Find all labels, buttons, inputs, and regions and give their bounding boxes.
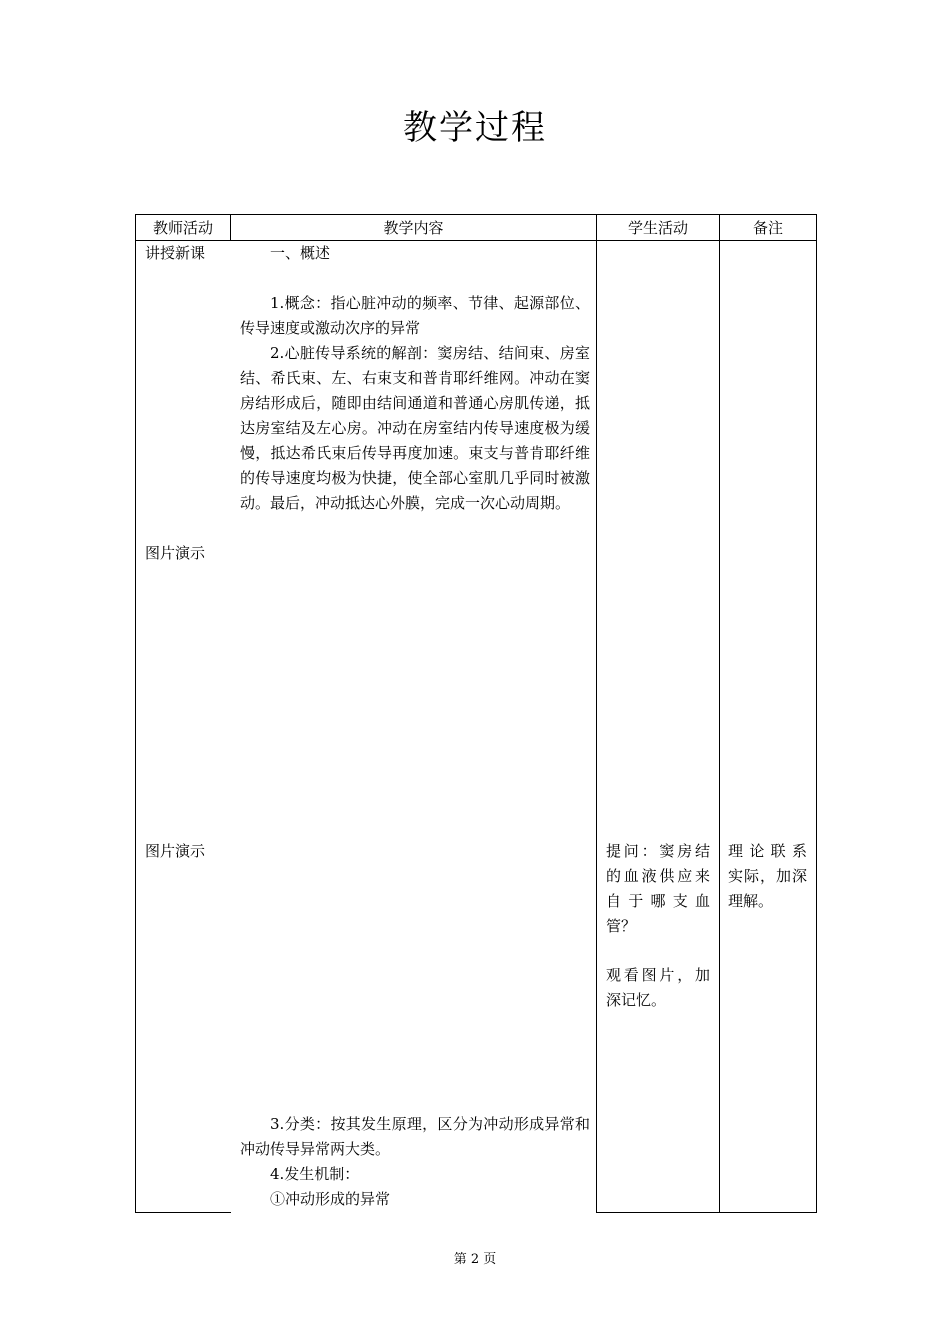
bottom-border-right <box>596 1212 817 1213</box>
header-notes: 备注 <box>752 219 783 237</box>
content-bottom-block <box>240 1112 590 1212</box>
student-observe-line-2: 深记忆。 <box>606 991 667 1009</box>
notes-line-3: 理解。 <box>728 892 774 910</box>
notes-block <box>728 839 807 914</box>
student-question-line-3: 自 于 哪 支 血 <box>606 892 710 910</box>
page-title: 教学过程 <box>403 108 547 148</box>
content-spacer <box>240 266 590 291</box>
header-student-activity: 学生活动 <box>627 219 688 237</box>
content-anatomy-paragraph: 2.心脏传导系统的解剖：窦房结、结间束、房室结、希氏束、左、右束支和普肯耶纤维网。冲动在窦房结形成后，随即由结间通道和普通心房肌传递，抵达房室结及左心房。冲动在房室结内传导速度极为缓慢，抵达希氏束后传导再度加速。束支与普肯耶纤维的传导速度均极为快捷，使全部心室肌几乎同时被激动。最后，冲动抵达心外膜，完成一次心动周期。 <box>240 344 590 512</box>
content-top-block <box>240 241 590 516</box>
content-concept-paragraph: 1.概念：指心脏冲动的频率、节律、起源部位、传导速度或激动次序的异常 <box>240 294 590 337</box>
table-top-border <box>135 214 817 215</box>
notes-line-1: 理 论 联 系 <box>728 842 807 860</box>
content-overview-heading: 一、概述 <box>270 244 331 262</box>
notes-line-2: 实际，加深 <box>728 867 807 885</box>
student-right-border <box>719 214 720 1213</box>
bottom-border-left <box>135 1212 231 1213</box>
teacher-activity-picture-demo-1: 图片演示 <box>145 544 206 562</box>
content-mechanism-heading: 4.发生机制： <box>270 1165 360 1183</box>
student-observe-block <box>606 963 710 1013</box>
table-right-border <box>816 214 817 1213</box>
header-teaching-content: 教学内容 <box>383 219 444 237</box>
content-impulse-formation-item: ①冲动形成的异常 <box>270 1190 391 1208</box>
content-classification-paragraph: 3.分类：按其发生原理，区分为冲动形成异常和冲动传导异常两大类。 <box>240 1115 590 1158</box>
header-teacher-activity: 教师活动 <box>152 219 213 237</box>
student-question-line-2: 的血液供应来 <box>606 867 710 885</box>
student-observe-line-1: 观看图片，加 <box>606 966 710 984</box>
content-right-border <box>596 214 597 1213</box>
page-number: 第 2 页 <box>453 1252 497 1267</box>
student-question-line-4: 管？ <box>606 917 637 935</box>
teacher-activity-lecture: 讲授新课 <box>145 244 206 262</box>
teacher-activity-picture-demo-2: 图片演示 <box>145 842 206 860</box>
student-question-line-1: 提问：窦房结 <box>606 842 710 860</box>
table-left-border <box>135 214 136 1213</box>
student-question-block <box>606 839 710 939</box>
